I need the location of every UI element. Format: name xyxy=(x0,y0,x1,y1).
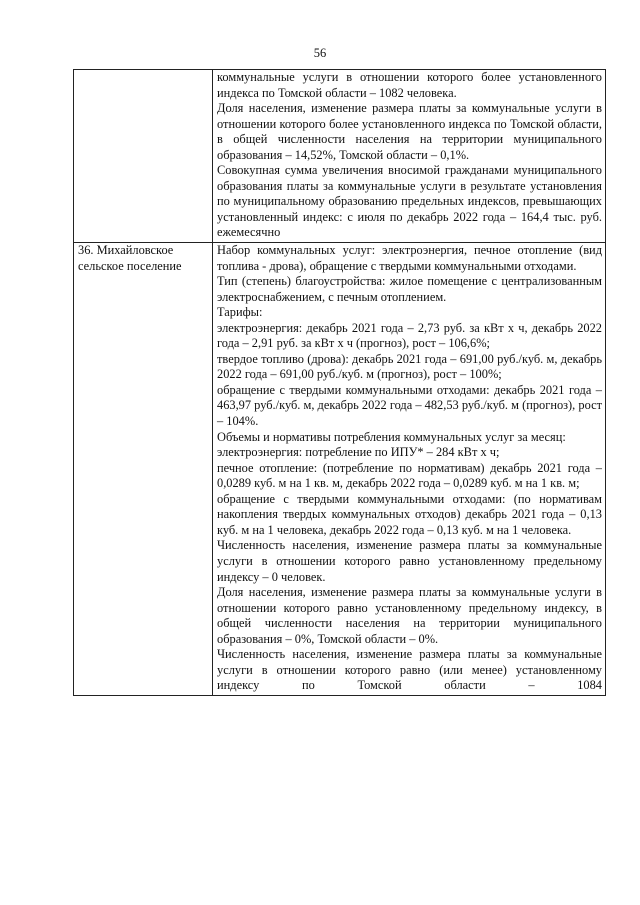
paragraph: Численность населения, изменение размера платы за коммунальные услуги в отношении которого равно (или менее) установленному индексу по Томской области – 1084 xyxy=(217,647,602,693)
document-table xyxy=(73,69,606,696)
paragraph: Набор коммунальных услуг: электроэнергия, печное отопление (вид топлива - дрова), обращение с твердыми коммунальными отходами. xyxy=(217,243,602,273)
paragraph: Объемы и нормативы потребления коммунальных услуг за месяц: xyxy=(217,429,566,444)
paragraph: Доля населения, изменение размера платы за коммунальные услуги в отношении которого равно установленному предельному индексу, в общей численности населения на территории муниципального образования – 0%, Томской области – 0%. xyxy=(217,585,602,646)
municipality-cell xyxy=(74,70,213,243)
paragraph: обращение с твердыми коммунальными отходами: (по нормативам накопления твердых коммунальных отходов) декабрь 2021 года – 0,13 куб. м на 1 человека, декабрь 2022 года – 0,13 куб. м на 1 человека. xyxy=(217,491,602,537)
paragraph: обращение с твердыми коммунальными отходами: декабрь 2021 года – 463,97 руб./куб. м, декабрь 2022 года – 482,53 руб./куб. м (прогноз), рост – 104%. xyxy=(217,382,602,429)
content-cell xyxy=(213,243,606,696)
paragraph: Тип (степень) благоустройства: жилое помещение с централизованным электроснабжением, с печным отоплением. xyxy=(217,274,602,304)
paragraph: Тарифы: xyxy=(217,305,263,320)
paragraph: Численность населения, изменение размера платы за коммунальные услуги в отношении которого равно установленному предельному индексу – 0 человек. xyxy=(217,538,602,584)
paragraph: Совокупная сумма увеличения вносимой гражданами муниципального образования платы за коммунальные услуги в результате установления по муниципальному образованию предельных индексов, превышающих установленный индекс: с июля по декабрь 2022 года – 164,4 тыс. руб. ежемесячно xyxy=(217,163,602,240)
paragraph: печное отопление: (потребление по нормативам) декабрь 2021 года – 0,0289 куб. м на 1 кв. м, декабрь 2022 года – 0,0289 куб. м на 1 кв. м; xyxy=(217,460,602,491)
table-row xyxy=(74,243,606,696)
paragraph: Доля населения, изменение размера платы за коммунальные услуги в отношении которого более установленного индекса по Томской области, в общей численности населения на территории муниципального образования – 14,52%, Томской области – 0,1%. xyxy=(217,101,602,162)
table-row xyxy=(74,70,606,243)
content-cell xyxy=(213,70,606,243)
municipality-cell: 36. Михайловское сельское поселение xyxy=(74,243,213,696)
paragraph: электроэнергия: потребление по ИПУ* – 284 кВт х ч; xyxy=(217,445,500,460)
paragraph: электроэнергия: декабрь 2021 года – 2,73 руб. за кВт х ч, декабрь 2022 года – 2,91 руб. за кВт х ч (прогноз), рост – 106,6%; xyxy=(217,320,602,351)
paragraph: твердое топливо (дрова): декабрь 2021 года – 691,00 руб./куб. м, декабрь 2022 года – 691,00 руб./куб. м (прогноз), рост – 100%; xyxy=(217,351,602,382)
page-number: 56 xyxy=(313,46,327,60)
paragraph: коммунальные услуги в отношении которого более установленного индекса по Томской области – 1082 человека. xyxy=(217,70,602,100)
